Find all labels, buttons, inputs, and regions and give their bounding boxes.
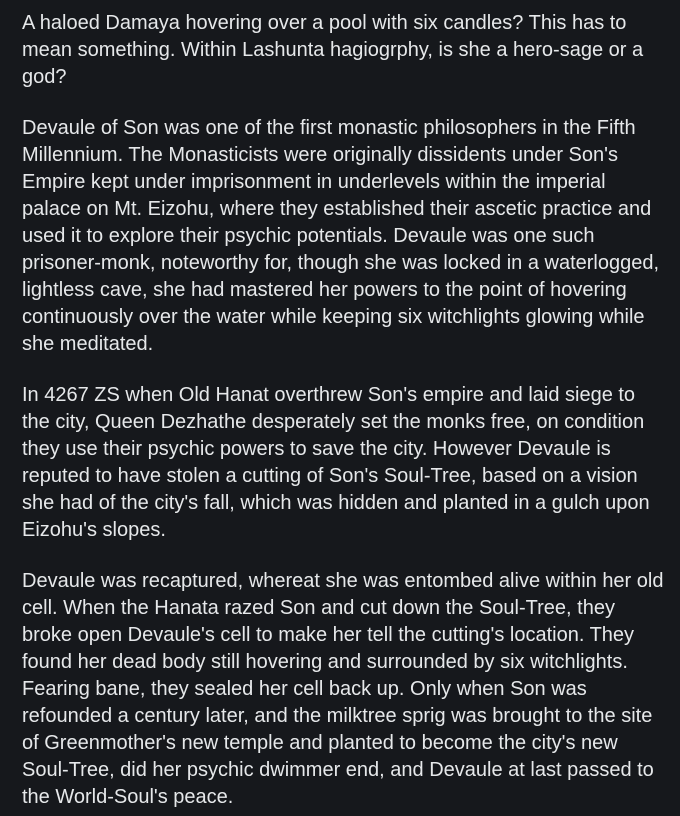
post-paragraph-recapture: Devaule was recaptured, whereat she was entombed alive within her old cell. When the Hanata razed Son and cut down the Soul-Tree, they broke open Devaule's cell to make her tell the cutting's location. They found her dead body still hovering and surrounded by six witchlights. Fearing bane, they sealed her cell back up. Only when Son was refounded a century later, and the milktree sprig was brought to the site of Greenmother's new temple and planted to become the city's new Soul-Tree, did her psychic dwimmer end, and Devaule at last passed to the World-Soul's peace. bbox=[22, 570, 664, 808]
post-paragraph-siege: In 4267 ZS when Old Hanat overthrew Son's empire and laid siege to the city, Queen Dezhathe desperately set the monks free, on condition they use their psychic powers to save the city. However Devaule is reputed to have stolen a cutting of Son's Soul-Tree, based on a vision she had of the city's fall, which was hidden and planted in a gulch upon Eizohu's slopes. bbox=[22, 384, 650, 541]
post-paragraph-intro: A haloed Damaya hovering over a pool with six candles? This has to mean something. Within Lashunta hagiogrphy, is she a hero-sage or a god? bbox=[22, 12, 644, 88]
post-paragraph-devaule: Devaule of Son was one of the first monastic philosophers in the Fifth Millennium. The Monasticists were originally dissidents under Son's Empire kept under imprisonment in underlevels within the imperial palace on Mt. Eizohu, where they established their ascetic practice and used it to explore their psychic potentials. Devaule was one such prisoner-monk, noteworthy for, though she was locked in a waterlogged, lightless cave, she had mastered her powers to the point of hovering continuously over the water while keeping six witchlights glowing while she meditated. bbox=[22, 117, 660, 355]
